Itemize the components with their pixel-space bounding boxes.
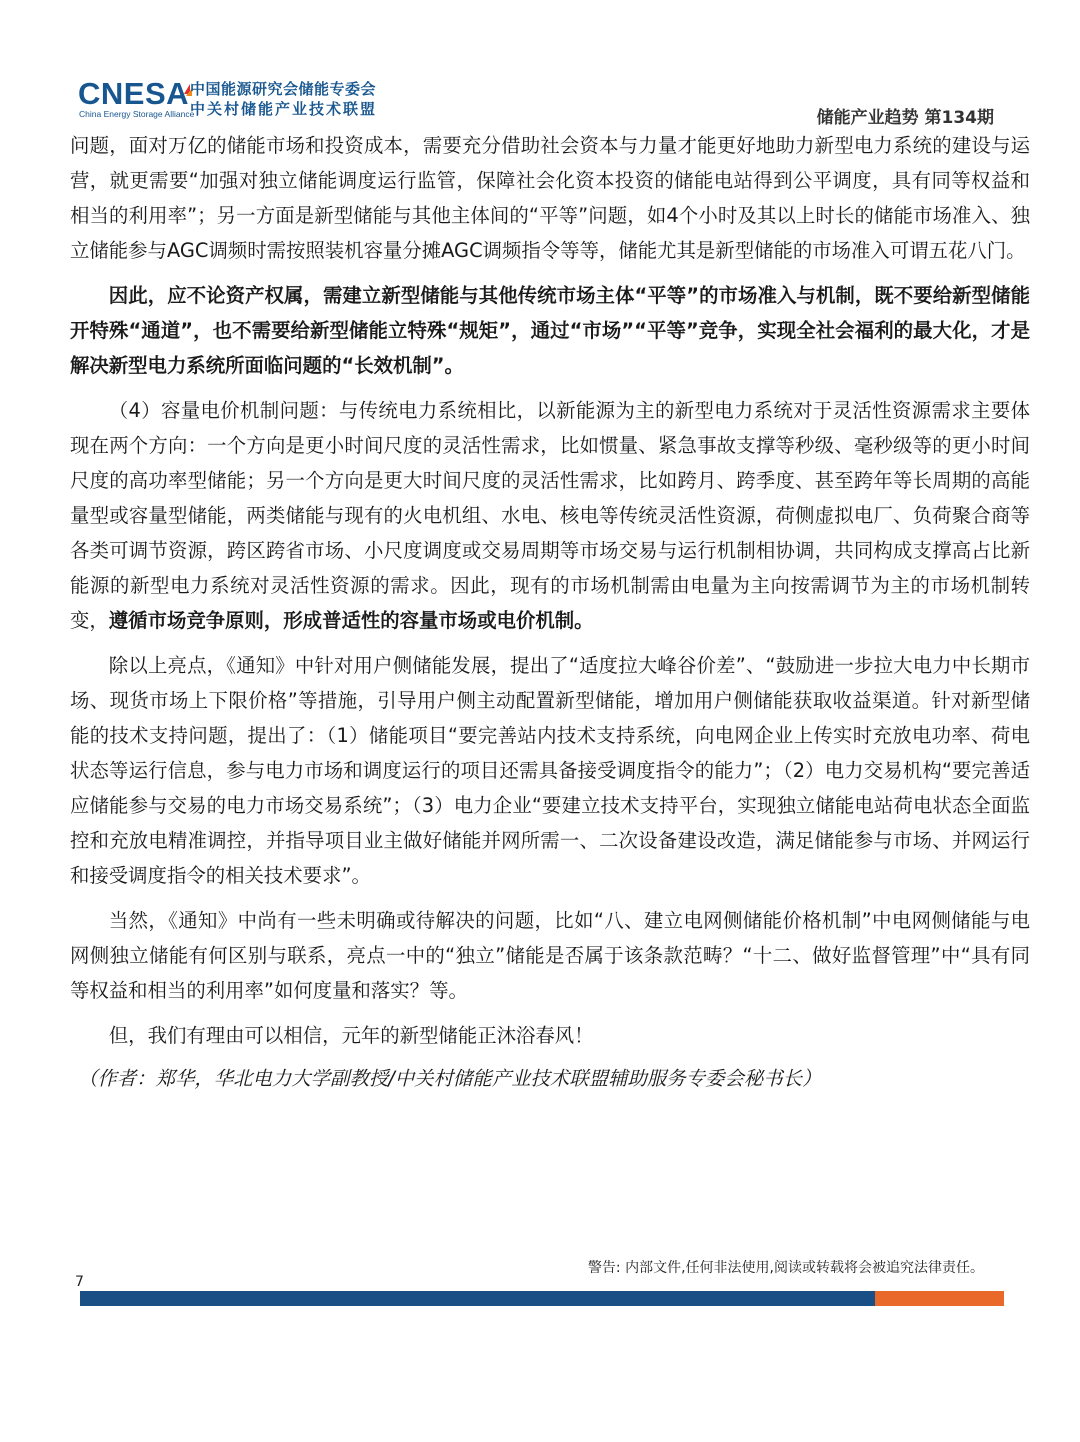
paragraph-5: 当然，《通知》中尚有一些未明确或待解决的问题，比如“八、建立电网侧储能价格机制”中电网侧储能与电网侧独立储能有何区别与联系，亮点一中的“独立”储能是否属于该条款范畴？“十二、做好监督管理”中“具有同等权益和相当的利用率”如何度量和落实？等。 <box>70 909 1030 1002</box>
footer-bar <box>80 1291 1004 1306</box>
paragraph-4: 除以上亮点，《通知》中针对用户侧储能发展，提出了“适度拉大峰谷价差”、“鼓励进一步拉大电力中长期市场、现货市场上下限价格”等措施，引导用户侧主动配置新型储能，增加用户侧储能获取收益渠道。针对新型储能的技术支持问题，提出了：（1）储能项目“要完善站内技术支持系统，向电网企业上传实时充放电功率、荷电状态等运行信息，参与电力市场和调度运行的项目还需具备接受调度指令的能力”；（2）电力交易机构“要完善适应储能参与交易的电力市场交易系统”；（3）电力企业“要建立技术支持平台，实现独立储能电站荷电状态全面监控和充放电精准调控，并指导项目业主做好储能并网所需一、二次设备建设改造，满足储能参与市场、并网运行和接受调度指令的相关技术要求”。 <box>70 654 1030 887</box>
paragraph-2-emphasis: 因此，应不论资产权属，需建立新型储能与其他传统市场主体“平等”的市场准入与机制，既不要给新型储能开特殊“通道”，也不需要给新型储能立特殊“规矩”，通过“市场”“平等”竞争，实现全社会福利的最大化，才是解决新型电力系统所面临问题的“长效机制”。 <box>70 284 1030 377</box>
footer-bar-orange <box>875 1291 1004 1306</box>
cnesa-logo <box>78 78 398 124</box>
logo-subtitle: China Energy Storage Alliance <box>79 109 195 119</box>
footer-bar-blue <box>80 1291 875 1306</box>
article-body <box>70 128 1030 1096</box>
paragraph-6: 但，我们有理由可以相信，元年的新型储能正沐浴春风！ <box>108 1024 594 1047</box>
paragraph-1: 问题，面对万亿的储能市场和投资成本，需要充分借助社会资本与力量才能更好地助力新型电力系统的建设与运营，就更需要“加强对独立储能调度运行监管，保障社会化资本投资的储能电站得到公平调度，具有同等权益和相当的利用率”；另一方面是新型储能与其他主体间的“平等”问题，如4个小时及其以上时长的储能市场准入、独立储能参与AGC调频时需按照装机容量分摊AGC调频指令等等，储能尤其是新型储能的市场准入可谓五花八门。 <box>70 134 1030 262</box>
logo-wordmark: CNESA <box>78 76 190 111</box>
paragraph-3-emphasis: 遵循市场竞争原则，形成普适性的容量市场或电价机制。 <box>108 609 594 632</box>
paragraph-3 <box>70 393 1030 638</box>
author-note: （作者：郑华，华北电力大学副教授/中关村储能产业技术联盟辅助服务专委会秘书长） <box>78 1067 822 1090</box>
org-name-line-1: 中国能源研究会储能专委会 <box>190 80 377 98</box>
legal-warning: 警告: 内部文件,任何非法使用,阅读或转载将会被追究法律责任。 <box>587 1260 984 1276</box>
page-number: 7 <box>75 1274 84 1290</box>
issue-title: 储能产业趋势 第134期 <box>816 108 994 128</box>
org-name-line-2: 中关村储能产业技术联盟 <box>190 100 378 118</box>
page-header <box>0 0 1080 132</box>
paragraph-3-text: （4）容量电价机制问题：与传统电力系统相比，以新能源为主的新型电力系统对于灵活性资源需求主要体现在两个方向：一个方向是更小时间尺度的灵活性需求，比如惯量、紧急事故支撑等秒级、毫秒级等的更小时间尺度的高功率型储能；另一个方向是更大时间尺度的灵活性需求，比如跨月、跨季度、甚至跨年等长周期的高能量型或容量型储能，两类储能与现有的火电机组、水电、核电等传统灵活性资源，荷侧虚拟电厂、负荷聚合商等各类可调节资源，跨区跨省市场、小尺度调度或交易周期等市场交易与运行机制相协调，共同构成支撑高占比新能源的新型电力系统对灵活性资源的需求。因此，现有的市场机制需由电量为主向按需调节为主的市场机制转变， <box>70 399 1030 632</box>
